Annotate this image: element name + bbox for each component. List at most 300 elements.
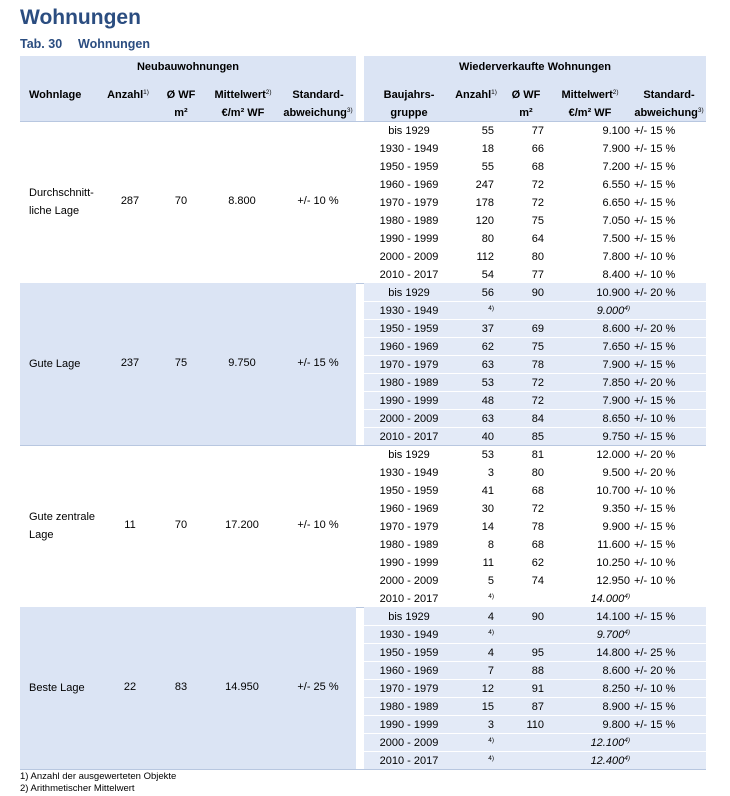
std-cell: +/- 15 % (634, 431, 676, 443)
anzahl-cell: 54 (481, 269, 494, 281)
row-separator (364, 175, 706, 176)
mittelwert-cell: 7.800 (602, 251, 630, 263)
baujahr-cell: bis 1929 (388, 125, 430, 137)
baujahr-cell: 1980 - 1989 (379, 377, 439, 389)
footnote-1: 1) Anzahl der ausgewerteten Objekte (20, 771, 177, 782)
band-rule (20, 769, 706, 770)
row-separator (364, 373, 706, 374)
header-rule (20, 121, 706, 122)
resale-row (364, 392, 706, 410)
wf-cell: 68 (531, 485, 544, 497)
row-separator (364, 391, 706, 392)
wohnlage-label (29, 679, 85, 697)
resale-row (364, 140, 706, 158)
new-wf: 83 (174, 681, 188, 693)
header-std-sup: 3) (697, 107, 704, 114)
resale-row (364, 248, 706, 266)
baujahr-cell: 1950 - 1959 (379, 161, 439, 173)
row-separator (364, 571, 706, 572)
std-cell: +/- 15 % (634, 503, 676, 515)
std-cell: +/- 20 % (634, 287, 676, 299)
row-separator (364, 211, 706, 212)
mittelwert-cell: 7.900 (602, 395, 630, 407)
baujahr-cell: 1960 - 1969 (379, 341, 439, 353)
std-cell: +/- 15 % (634, 143, 676, 155)
std-cell: +/- 15 % (634, 539, 676, 551)
anzahl-cell: 5 (487, 575, 494, 587)
resale-row (364, 590, 706, 608)
wf-cell: 72 (531, 197, 544, 209)
mittelwert-value: 14.000 (590, 593, 625, 605)
new-wf: 70 (174, 519, 188, 531)
baujahr-cell: 1970 - 1979 (379, 683, 439, 695)
std-cell: +/- 10 % (634, 485, 676, 497)
new-mittelwert: 9.750 (228, 357, 256, 369)
row-separator (364, 499, 706, 500)
footnote-ref: 4) (488, 629, 494, 636)
baujahr-cell: 2000 - 2009 (379, 413, 439, 425)
resale-row (364, 644, 706, 662)
anzahl-cell (454, 734, 494, 752)
anzahl-cell: 18 (481, 143, 494, 155)
row-separator (364, 679, 706, 680)
new-std: +/- 25 % (297, 681, 339, 693)
wf-cell: 64 (531, 233, 544, 245)
std-cell: +/- 20 % (634, 467, 676, 479)
row-separator (364, 733, 706, 734)
header-wf-unit: m² (519, 107, 533, 119)
mittelwert-cell: 6.650 (602, 197, 630, 209)
std-cell: +/- 15 % (634, 341, 676, 353)
anzahl-cell: 41 (481, 485, 494, 497)
table-caption-text: Wohnungen (78, 37, 150, 51)
header-std-line2: abweichung (283, 107, 347, 119)
footnote-ref: 4) (488, 737, 494, 744)
footnote-ref: 4) (488, 755, 494, 762)
new-wf: 75 (174, 357, 188, 369)
header-wf-unit: m² (174, 107, 188, 119)
std-cell: +/- 20 % (634, 323, 676, 335)
row-separator (364, 337, 706, 338)
baujahr-cell: 1960 - 1969 (379, 179, 439, 191)
wohnlage-label (29, 184, 94, 220)
anzahl-cell: 15 (481, 701, 494, 713)
anzahl-cell: 62 (481, 341, 494, 353)
wf-cell: 90 (531, 287, 544, 299)
header-mittelwert-sup: 2) (612, 89, 619, 96)
std-cell: +/- 10 % (634, 557, 676, 569)
row-separator (364, 697, 706, 698)
baujahr-cell: 1990 - 1999 (379, 719, 439, 731)
new-mittelwert: 14.950 (225, 681, 259, 693)
wf-cell: 80 (531, 251, 544, 263)
wf-cell: 77 (531, 125, 544, 137)
row-separator (364, 193, 706, 194)
resale-row (364, 608, 706, 626)
wf-cell: 78 (531, 359, 544, 371)
new-std: +/- 15 % (297, 357, 339, 369)
mittelwert-cell: 10.250 (596, 557, 630, 569)
row-separator (364, 553, 706, 554)
header-wf-label: Ø WF (166, 89, 196, 101)
anzahl-cell: 4 (487, 647, 494, 659)
std-cell: +/- 10 % (634, 575, 676, 587)
footnote-ref: 4) (624, 593, 630, 600)
resale-row (364, 464, 706, 482)
mittelwert-cell: 9.750 (602, 431, 630, 443)
std-cell: +/- 15 % (634, 233, 676, 245)
row-separator (364, 535, 706, 536)
new-std: +/- 10 % (297, 519, 339, 531)
mittelwert-cell: 11.600 (597, 539, 630, 551)
resale-row (364, 626, 706, 644)
resale-row (364, 338, 706, 356)
footnote-ref: 4) (624, 755, 630, 762)
resale-row (364, 302, 706, 320)
wf-cell: 88 (531, 665, 544, 677)
mittelwert-cell: 9.350 (602, 503, 630, 515)
baujahr-cell: bis 1929 (388, 611, 430, 623)
baujahr-cell: 1980 - 1989 (379, 539, 439, 551)
footnote-ref: 4) (488, 305, 494, 312)
resale-row (364, 194, 706, 212)
anzahl-cell: 3 (487, 719, 494, 731)
wohnlage-label-line: Lage (29, 529, 54, 541)
header-std-resale (632, 86, 706, 122)
wf-cell: 75 (531, 341, 544, 353)
mittelwert-value: 12.400 (590, 755, 625, 767)
table-number: Tab. 30 (20, 37, 63, 51)
std-cell: +/- 15 % (634, 161, 676, 173)
mittelwert-cell: 8.400 (602, 269, 630, 281)
header-mittelwert-unit: €/m² WF (568, 107, 612, 119)
resale-row (364, 122, 706, 140)
row-separator (364, 409, 706, 410)
header-wf-resale (504, 86, 548, 122)
resale-row (364, 716, 706, 734)
resale-row (364, 356, 706, 374)
header-mittelwert-sup: 2) (265, 89, 272, 96)
mittelwert-cell: 7.900 (602, 359, 630, 371)
header-anzahl-sup: 1) (143, 89, 149, 96)
resale-row (364, 158, 706, 176)
resale-row (364, 554, 706, 572)
row-separator (364, 265, 706, 266)
footnote-ref: 4) (624, 629, 630, 636)
wf-cell: 72 (531, 395, 544, 407)
resale-row (364, 680, 706, 698)
mittelwert-cell: 7.650 (602, 341, 630, 353)
baujahr-cell: 1930 - 1949 (379, 305, 439, 317)
baujahr-cell: 1970 - 1979 (379, 521, 439, 533)
wf-cell: 77 (531, 269, 544, 281)
anzahl-cell: 30 (481, 503, 494, 515)
wf-cell: 91 (531, 683, 544, 695)
anzahl-cell: 112 (476, 251, 494, 263)
row-separator (364, 139, 706, 140)
baujahr-cell: 1970 - 1979 (379, 197, 439, 209)
std-cell: +/- 20 % (634, 377, 676, 389)
wohnlage-label-line: liche Lage (29, 205, 80, 217)
baujahr-cell: 2010 - 2017 (379, 593, 439, 605)
resale-row (364, 572, 706, 590)
mittelwert-cell: 10.900 (596, 287, 630, 299)
footnote-ref: 4) (624, 305, 630, 312)
std-cell: +/- 20 % (634, 665, 676, 677)
baujahr-cell: 2010 - 2017 (379, 269, 439, 281)
new-anzahl: 287 (120, 195, 140, 207)
anzahl-cell: 55 (481, 125, 494, 137)
resale-row (364, 428, 706, 446)
header-baujahr-line2: gruppe (390, 107, 428, 119)
resale-row (364, 446, 706, 464)
anzahl-cell: 247 (475, 179, 494, 191)
baujahr-cell: 2000 - 2009 (379, 251, 439, 263)
wohnlage-label-line: Gute zentrale (29, 511, 96, 523)
page-title: Wohnungen (20, 6, 141, 29)
header-anzahl-new (100, 86, 156, 104)
footnote-ref: 4) (488, 593, 494, 600)
baujahr-cell: 2000 - 2009 (379, 737, 439, 749)
wf-cell: 66 (531, 143, 544, 155)
anzahl-cell: 53 (481, 449, 494, 461)
wf-cell: 78 (531, 521, 544, 533)
baujahr-cell: 1960 - 1969 (379, 665, 439, 677)
wf-cell: 85 (531, 431, 544, 443)
anzahl-cell: 3 (487, 467, 494, 479)
std-cell: +/- 15 % (634, 179, 676, 191)
resale-row (364, 662, 706, 680)
new-mittelwert: 8.800 (228, 195, 256, 207)
footnote-ref: 4) (624, 737, 630, 744)
row-separator (364, 643, 706, 644)
row-separator (364, 661, 706, 662)
resale-row (364, 752, 706, 770)
row-separator (364, 589, 706, 590)
mittelwert-cell (544, 590, 630, 608)
row-separator (364, 517, 706, 518)
mittelwert-cell: 7.900 (602, 143, 630, 155)
std-cell: +/- 15 % (634, 215, 676, 227)
resale-row (364, 536, 706, 554)
header-mittelwert-label: Mittelwert (214, 89, 266, 101)
mittelwert-cell: 8.600 (602, 665, 630, 677)
anzahl-cell: 178 (475, 197, 494, 209)
mittelwert-cell: 12.000 (596, 449, 630, 461)
baujahr-cell: 1930 - 1949 (379, 467, 439, 479)
header-wf-label: Ø WF (511, 89, 541, 101)
std-cell: +/- 15 % (634, 521, 676, 533)
header-std-new (280, 86, 356, 122)
mittelwert-cell: 14.100 (596, 611, 630, 623)
wf-cell: 74 (531, 575, 544, 587)
baujahr-cell: 1930 - 1949 (379, 629, 439, 641)
mittelwert-cell: 9.800 (602, 719, 630, 731)
baujahr-cell: 2000 - 2009 (379, 575, 439, 587)
std-cell: +/- 20 % (634, 449, 676, 461)
header-mittelwert-unit: €/m² WF (221, 107, 265, 119)
anzahl-cell (454, 626, 494, 644)
table-caption (20, 37, 150, 51)
std-cell: +/- 15 % (634, 719, 676, 731)
anzahl-cell: 8 (487, 539, 494, 551)
anzahl-cell: 37 (481, 323, 494, 335)
header-std-line2: abweichung (634, 107, 698, 119)
anzahl-cell: 63 (481, 359, 494, 371)
anzahl-cell: 11 (482, 557, 494, 569)
row-separator (364, 751, 706, 752)
baujahr-cell: 1970 - 1979 (379, 359, 439, 371)
resale-row (364, 230, 706, 248)
mittelwert-value: 12.100 (590, 737, 625, 749)
wf-cell: 75 (531, 215, 544, 227)
baujahr-cell: 1990 - 1999 (379, 233, 439, 245)
anzahl-cell: 40 (481, 431, 494, 443)
anzahl-cell: 14 (481, 521, 494, 533)
baujahr-cell: 2010 - 2017 (379, 431, 439, 443)
wf-cell: 72 (531, 179, 544, 191)
baujahr-cell: 1950 - 1959 (379, 485, 439, 497)
row-separator (364, 247, 706, 248)
row-separator (364, 715, 706, 716)
resale-row (364, 518, 706, 536)
mittelwert-value: 9.000 (596, 305, 625, 317)
new-wf: 70 (174, 195, 188, 207)
wohnlage-label (29, 355, 80, 373)
new-anzahl: 237 (120, 357, 140, 369)
header-std-line1: Standard- (643, 89, 695, 101)
mittelwert-cell: 9.900 (602, 521, 630, 533)
wf-cell: 69 (531, 323, 544, 335)
anzahl-cell (454, 590, 494, 608)
baujahr-cell: 1990 - 1999 (379, 557, 439, 569)
resale-row (364, 374, 706, 392)
anzahl-cell: 63 (481, 413, 494, 425)
baujahr-cell: 1990 - 1999 (379, 395, 439, 407)
wf-cell: 110 (526, 719, 544, 731)
std-cell: +/- 15 % (634, 125, 676, 137)
std-cell: +/- 15 % (634, 611, 676, 623)
new-std: +/- 10 % (297, 195, 339, 207)
row-separator (364, 157, 706, 158)
mittelwert-cell: 9.500 (602, 467, 630, 479)
anzahl-cell: 80 (481, 233, 494, 245)
resale-row (364, 212, 706, 230)
mittelwert-cell (544, 734, 630, 752)
baujahr-cell: 1980 - 1989 (379, 701, 439, 713)
baujahr-cell: 1950 - 1959 (379, 323, 439, 335)
wf-cell: 95 (531, 647, 544, 659)
baujahr-cell: 1930 - 1949 (379, 143, 439, 155)
footnote-2: 2) Arithmetischer Mittelwert (20, 783, 135, 794)
mittelwert-cell: 9.100 (602, 125, 630, 137)
wf-cell: 72 (531, 503, 544, 515)
row-separator (364, 427, 706, 428)
mittelwert-cell: 7.850 (602, 377, 630, 389)
header-mittelwert-resale (550, 86, 630, 122)
header-mittelwert-new (208, 86, 278, 122)
mittelwert-cell: 14.800 (596, 647, 630, 659)
wf-cell: 87 (531, 701, 544, 713)
resale-row (364, 284, 706, 302)
anzahl-cell: 12 (481, 683, 494, 695)
anzahl-cell (454, 752, 494, 770)
wf-cell: 62 (531, 557, 544, 569)
new-anzahl: 11 (124, 519, 136, 531)
row-separator (364, 481, 706, 482)
baujahr-cell: 1980 - 1989 (379, 215, 439, 227)
mittelwert-cell: 7.050 (602, 215, 630, 227)
wf-cell: 90 (531, 611, 544, 623)
header-anzahl-resale (448, 86, 504, 104)
header-group-resale: Wiederverkaufte Wohnungen (459, 61, 611, 73)
anzahl-cell (454, 302, 494, 320)
resale-row (364, 482, 706, 500)
new-anzahl: 22 (123, 681, 137, 693)
header-anzahl-label: Anzahl (455, 89, 492, 101)
resale-row (364, 320, 706, 338)
mittelwert-cell: 12.950 (596, 575, 630, 587)
std-cell: +/- 15 % (634, 395, 676, 407)
std-cell: +/- 15 % (634, 701, 676, 713)
resale-row (364, 176, 706, 194)
std-cell: +/- 10 % (634, 251, 676, 263)
resale-row (364, 698, 706, 716)
wohnlage-label-line: Gute Lage (29, 358, 81, 370)
row-separator (364, 625, 706, 626)
anzahl-cell: 7 (487, 665, 494, 677)
mittelwert-cell (544, 626, 630, 644)
mittelwert-cell: 8.900 (602, 701, 630, 713)
header-baujahr-line1: Baujahrs- (383, 89, 435, 101)
baujahr-cell: bis 1929 (388, 449, 430, 461)
mittelwert-cell: 7.200 (602, 161, 630, 173)
std-cell: +/- 15 % (634, 197, 676, 209)
baujahr-cell: 1950 - 1959 (379, 647, 439, 659)
mittelwert-cell: 8.650 (602, 413, 630, 425)
anzahl-cell: 55 (481, 161, 494, 173)
wohnlage-label-line: Durchschnitt- (29, 187, 94, 199)
std-cell: +/- 10 % (634, 413, 676, 425)
resale-row (364, 500, 706, 518)
header-anzahl-sup: 1) (491, 89, 497, 96)
anzahl-cell: 48 (481, 395, 494, 407)
wf-cell: 72 (531, 377, 544, 389)
mittelwert-cell: 7.500 (602, 233, 630, 245)
mittelwert-cell: 8.600 (602, 323, 630, 335)
header-std-line1: Standard- (292, 89, 344, 101)
header-mittelwert-label: Mittelwert (561, 89, 613, 101)
row-separator (364, 301, 706, 302)
anzahl-cell: 56 (481, 287, 494, 299)
resale-row (364, 410, 706, 428)
new-mittelwert: 17.200 (225, 519, 259, 531)
header-wf-new (158, 86, 204, 122)
mittelwert-cell: 6.550 (602, 179, 630, 191)
row-separator (364, 463, 706, 464)
std-cell: +/- 25 % (634, 647, 676, 659)
baujahr-cell: 2010 - 2017 (379, 755, 439, 767)
row-separator (364, 355, 706, 356)
header-anzahl-label: Anzahl (107, 89, 144, 101)
header-std-sup: 3) (346, 107, 353, 114)
row-separator (364, 229, 706, 230)
row-separator (364, 319, 706, 320)
std-cell: +/- 15 % (634, 359, 676, 371)
anzahl-cell: 53 (481, 377, 494, 389)
baujahr-cell: bis 1929 (388, 287, 430, 299)
wohnlage-label (29, 508, 95, 544)
